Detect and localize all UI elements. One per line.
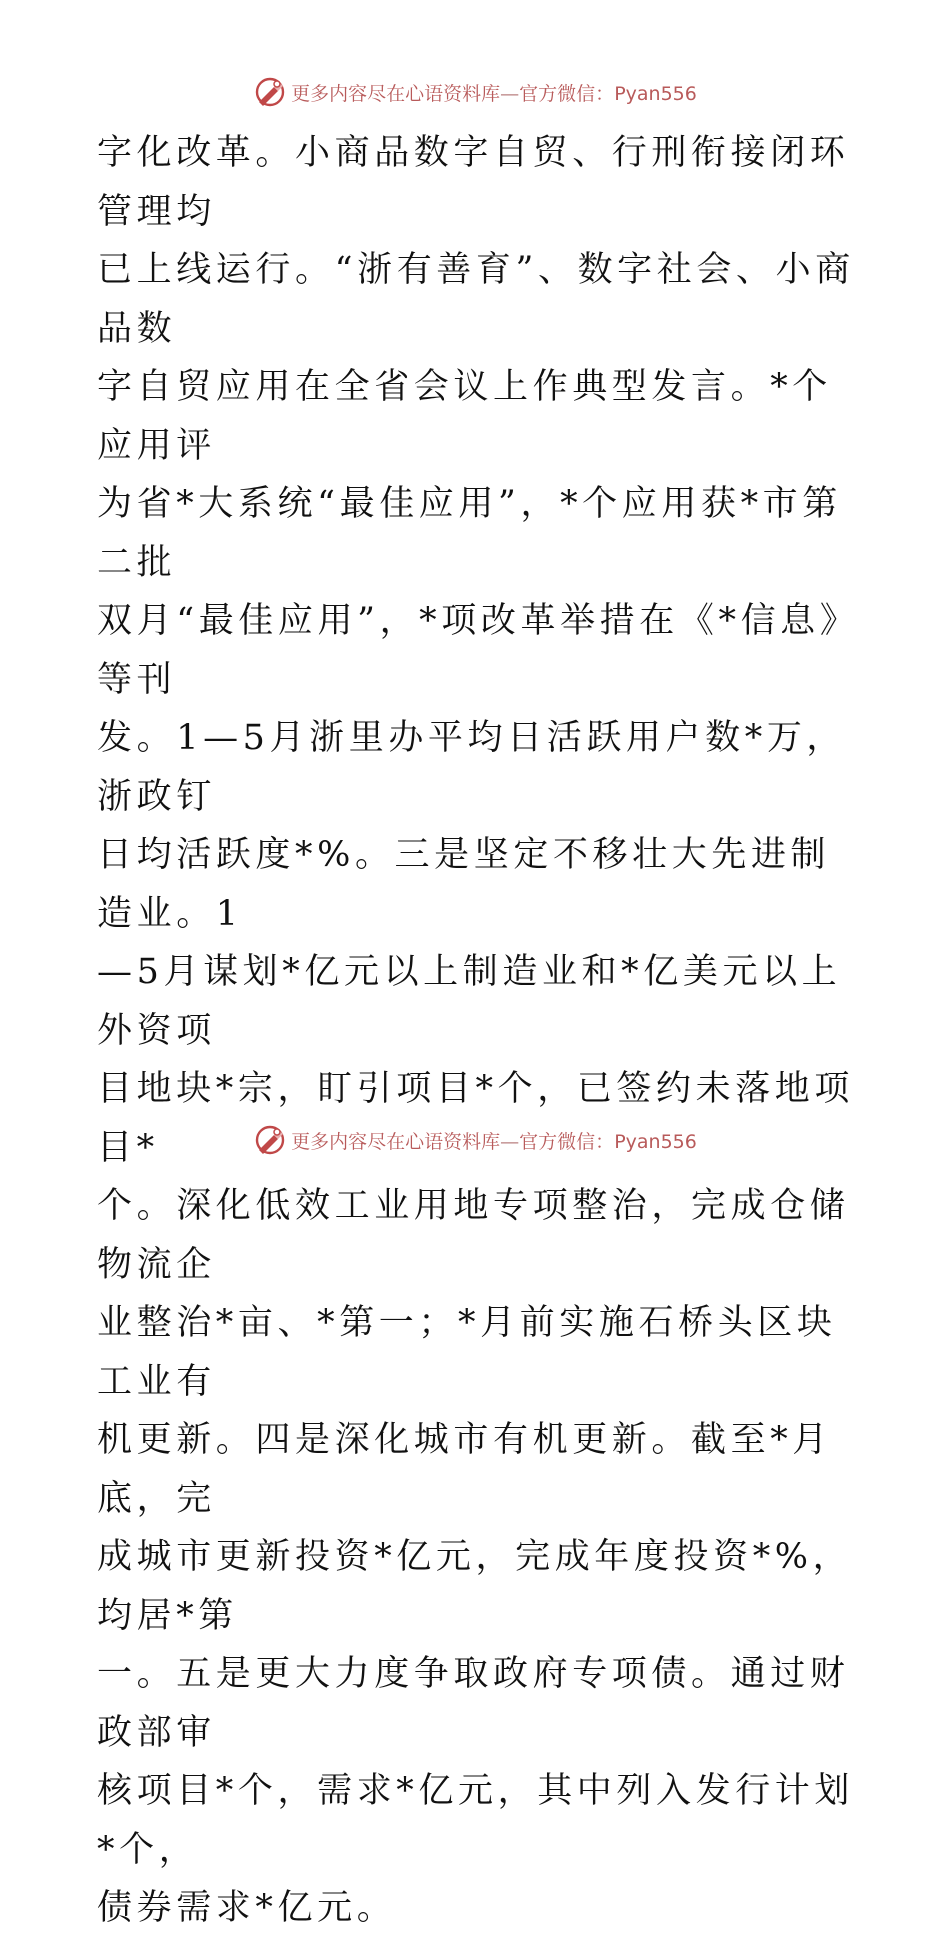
document-line: 发。1—5月浙里办平均日活跃用户数*万，浙政钉 bbox=[97, 718, 847, 817]
watermark-wechat-id: Pyan556 bbox=[614, 1130, 697, 1153]
document-line: 债券需求*亿元。 bbox=[97, 1888, 397, 1928]
document-line: 目地块*宗，盯引项目*个，已签约未落地项目* bbox=[97, 1069, 855, 1168]
watermark-wechat-id: Pyan556 bbox=[614, 82, 697, 105]
pen-logo-icon bbox=[253, 1123, 287, 1157]
pen-logo-icon bbox=[253, 75, 287, 109]
watermark-main: 更多内容尽在心语资料库 bbox=[291, 1130, 501, 1153]
document-line: 字自贸应用在全省会议上作典型发言。*个应用评 bbox=[97, 367, 832, 466]
watermark-separator: — bbox=[500, 1130, 520, 1153]
watermark-text bbox=[291, 1127, 697, 1154]
footer-watermark bbox=[0, 1120, 950, 1160]
document-line: 核项目*个，需求*亿元，其中列入发行计划*个， bbox=[97, 1771, 855, 1870]
document-line: 日均活跃度*%。三是坚定不移壮大先进制造业。1 bbox=[97, 835, 831, 934]
watermark-separator: — bbox=[500, 82, 520, 105]
watermark-wechat-label: 官方微信： bbox=[519, 82, 615, 105]
document-body bbox=[97, 124, 857, 1938]
document-line: 为省*大系统“最佳应用”，*个应用获*市第二批 bbox=[97, 484, 842, 583]
watermark-text bbox=[291, 79, 697, 106]
document-line: 已上线运行。“浙有善育”、数字社会、小商品数 bbox=[97, 250, 855, 349]
document-line: 机更新。四是深化城市有机更新。截至*月底，完 bbox=[97, 1420, 832, 1519]
watermark-main: 更多内容尽在心语资料库 bbox=[291, 82, 501, 105]
document-line: 一。五是更大力度争取政府专项债。通过财政部审 bbox=[97, 1654, 850, 1753]
document-line: 业整治*亩、*第一；*月前实施石桥头区块工业有 bbox=[97, 1303, 837, 1402]
header-watermark bbox=[0, 72, 950, 112]
document-line: 成城市更新投资*亿元，完成年度投资*%，均居*第 bbox=[97, 1537, 853, 1636]
document-line: —5月谋划*亿元以上制造业和*亿美元以上外资项 bbox=[97, 952, 842, 1051]
watermark-wechat-label: 官方微信： bbox=[519, 1130, 615, 1153]
document-line: 双月“最佳应用”，*项改革举措在《*信息》等刊 bbox=[97, 601, 842, 700]
document-line: 个。深化低效工业用地专项整治，完成仓储物流企 bbox=[97, 1186, 850, 1285]
document-line: 字化改革。小商品数字自贸、行刑衔接闭环管理均 bbox=[97, 133, 850, 232]
